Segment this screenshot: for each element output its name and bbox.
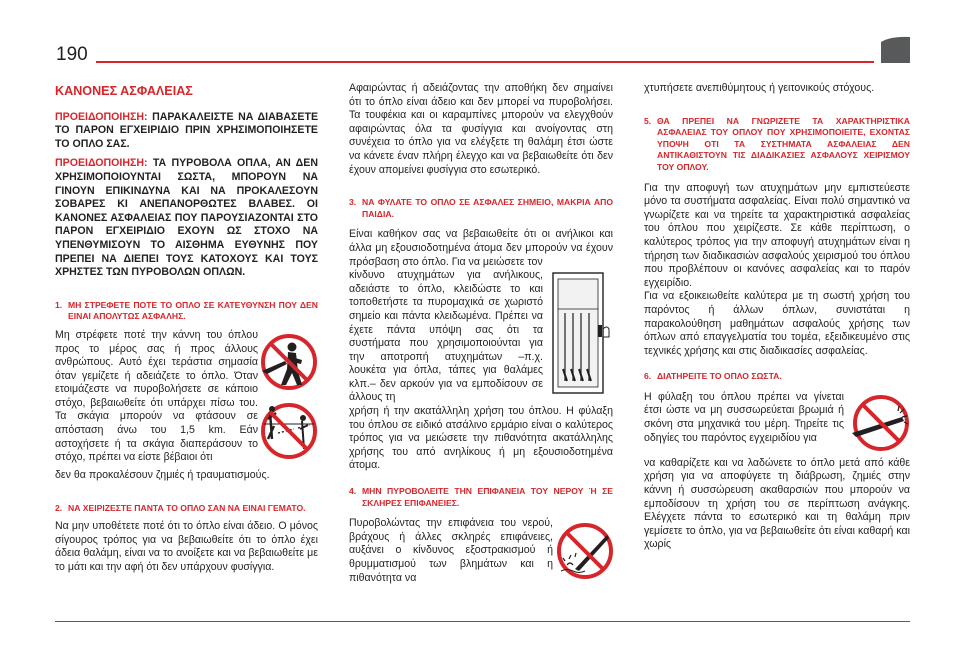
no-shooting-behind-target-icon: [263, 405, 315, 457]
column-3: [644, 82, 910, 552]
column-1: [55, 82, 318, 574]
warning-2: ΠΡΟΕΙΔΟΠΟΙΗΣΗ: ΤΑ ΠΥΡΟΒΟΛΑ ΟΠΛΑ, ΑΝ ΔΕΝ ΧΡΗΣΙΜΟΠΟΙΟΥΝΤΑΙ ΣΩΣΤΑ, ΜΠΟΡΟΥΝ ΝΑ ΓΙΝΟΥΝ ΕΠΙΚΙΝΔΥΝΑ ΚΑΙ ΝΑ ΠΡΟΚΑΛΕΣΟΥΝ ΣΟΒΑΡΕΣ ΚΙ ΑΝΕΠΑΝΟΡΘΩΤΕΣ ΒΛΑΒΕΣ. ΟΙ ΚΑΝΟΝΕΣ ΑΣΦΑΛΕΙΑΣ ΠΟΥ ΠΑΡΟΥΣΙΑΖΟΝΤΑΙ ΣΤΟ ΠΑΡΟΝ ΕΓΧΕΙΡΙΔΙΟ ΕΧΟΥΝ ΩΣ ΣΤΟΧΟ ΝΑ ΥΠΕΝΘΥΜΙΣΟΥΝ ΤΟ ΑΙΣΘΗΜΑ ΕΥΘΥΝΗΣ ΠΟΥ ΠΡΕΠΕΙ ΝΑ ΔΙΕΠΕΙ ΤΟΥΣ ΚΑΤΟΧΟΥΣ ΚΑΙ ΤΟΥΣ ΧΡΗΣΤΕΣ ΤΩΝ ΠΥΡΟΒΟΛΩΝ ΟΠΛΩΝ.: [55, 157, 318, 279]
rule-3-text: κίνδυνο ατυχημάτων για ανήλικους, αδειάστε το όπλο, κλειδώστε το και τοποθετήστε τα πυρομαχικά σε χωριστό σημείο και πάντα κλειδωμένα. Πρέπει να έχετε πάντα υπόψη σας ότι τα συστήματα που χρησιμοποιούνται για την αποτροπή ατυχημάτων –π.χ. λουκέτα για όπλα, τάπες για θαλάμες κλπ.– δεν αρκούν για να εμποδίσουν σε άλλους τη: [349, 269, 543, 404]
no-pointing-at-people-icon: [262, 336, 315, 388]
footer-rule: [55, 621, 910, 622]
rule-4-text: Πυροβολώντας την επιφάνεια του νερού, βράχους ή άλλες σκληρές επιφάνειες, αυξάνει ο κίνδυνος εξοστρακισμού ή θρυμματισμού των βλημάτων και η πιθανότητα να: [349, 517, 553, 584]
rule-5-text-1: Για την αποφυγή των ατυχημάτων μην εμπιστεύεστε μόνο τα συστήματα ασφαλείας. Είναι πολύ σημαντικό να γνωρίζετε και να τηρείτε τα χαρακτηριστικά ασφαλείας του όπλου που χειρίζεστε. Σε κάθε περίπτωση, ο καλύτερος τρόπος για την αποφυγή ατυχημάτων είναι η τήρηση των διαδικασιών ασφαλούς χειρισμού του όπλου που προβλέπουν οι κανόνες ασφαλείας και το παρόν εγχειρίδιο.: [644, 181, 910, 289]
rule-2-heading: 2. ΝΑ ΧΕΙΡΙΖΕΣΤΕ ΠΑΝΤΑ ΤΟ ΟΠΛΟ ΣΑΝ ΝΑ ΕΙΝΑΙ ΓΕΜΑΤΟ.: [55, 502, 306, 513]
rule-5-heading: 5. ΘΑ ΠΡΕΠΕΙ ΝΑ ΓΝΩΡΙΖΕΤΕ ΤΑ ΧΑΡΑΚΤΗΡΙΣΤΙΚΑ ΑΣΦΑΛΕΙΑΣ ΤΟΥ ΟΠΛΟΥ ΠΟΥ ΧΡΗΣΙΜΟΠΟΙΕΙΤΕ, ΕΧΟΝΤΑΣ ΥΠΟΨΗ ΟΤΙ ΤΑ ΣΥΣΤΗΜΑΤΑ ΑΣΦΑΛΕΙΑΣ ΔΕΝ ΑΝΤΙΚΑΘΙΣΤΟΥΝ ΤΙΣ ΔΙΑΔΙΚΑΣΙΕΣ ΑΣΦΑΛΟΥΣ ΧΕΙΡΙΣΜΟΥ ΤΟΥ ΟΠΛΟΥ.: [644, 115, 910, 172]
rule-2-text: Να μην υποθέτετε ποτέ ότι το όπλο είναι άδειο. Ο μόνος σίγουρος τρόπος για να βεβαιωθείτε ότι το όπλο έχει άδεια θαλάμη, είναι να το ανοίξετε και να βεβαιωθείτε με το μάτι και την αφή ότι δεν υπάρχουν φυσίγγια.: [55, 520, 318, 573]
rule-4-heading: 4. ΜΗΝ ΠΥΡΟΒΟΛΕΙΤΕ ΤΗΝ ΕΠΙΦΑΝΕΙΑ ΤΟΥ ΝΕΡΟΥ Ή ΣΕ ΣΚΛΗΡΕΣ ΕΠΙΦΑΝΕΙΕΣ.: [349, 486, 613, 508]
rule-6-text-end: να καθαρίζετε και να λαδώνετε το όπλο μετά από κάθε χρήση για να αποφύγετε τη διάβρωση, ζημιές στην κάννη ή συσσώρευση ακαθαρσιών που μπορούν να εμποδίσουν τη χρήση του σε περίπτωση ανάγκης. Ελέγχετε πάντα το εσωτερικό και τη θαλάμη πριν γεμίσετε το όπλο, για να βεβαιωθείτε ότι είναι καθαρή και χωρίς: [644, 456, 910, 551]
rule-1-heading: 1. ΜΗ ΣΤΡΕΦΕΤΕ ΠΟΤΕ ΤΟ ΟΠΛΟ ΣΕ ΚΑΤΕΥΘΥΝΣΗ ΠΟΥ ΔΕΝ ΕΙΝΑΙ ΑΠΟΛΥΤΩΣ ΑΣΦΑΛΗΣ.: [55, 299, 318, 322]
column-2: [349, 82, 613, 587]
header-rule: [96, 61, 874, 63]
rule-3-text-top: Είναι καθήκον σας να βεβαιωθείτε ότι οι ανήλικοι και άλλα μη εξουσιοδοτημένα άτομα δεν μπορούν να έχουν πρόσβαση στο όπλο. Για να μειώσετε τον: [349, 228, 613, 268]
page-number: 190: [56, 44, 88, 65]
col2-intro: Αφαιρώντας ή αδειάζοντας την αποθήκη δεν σημαίνει ότι το όπλο είναι άδειο και δεν μπορεί να πυροβολήσει. Τα τουφέκια και οι καραμπίνες μπορούν να ελεγχθούν αφαιρώντας όλα τα φυσίγγια και ανοίγοντας στη συνέχεια το όπλο για να ελέγξετε τη θαλάμη έτσι ώστε να κάνετε έναν πλήρη έλεγχο και να βεβαιωθείτε ότι δεν έχουν απομείνει φυσίγγια στο εσωτερικό.: [349, 82, 613, 176]
no-shooting-water-icon: [553, 517, 613, 587]
rule-3-text-end: χρήση ή την ακατάλληλη χρήση του όπλου. Η φύλαξη του όπλου σε ειδικό ατσάλινο ερμάριο είναι ο καλύτερος τρόπος για να μειώσετε την πιθανότητα ακατάλληλης χρήσης του από ανηλίκους ή μη εξουσιοδοτημένα άτομα.: [349, 405, 613, 472]
section-title: ΚΑΝΟΝΕΣ ΑΣΦΑΛΕΙΑΣ: [55, 84, 193, 98]
warning-1: ΠΡΟΕΙΔΟΠΟΙΗΣΗ: ΠΑΡΑΚΑΛΕΙΣΤΕ ΝΑ ΔΙΑΒΑΣΕΤΕ ΤΟ ΠΑΡΟΝ ΕΓΧΕΙΡΙΔΙΟ ΠΡΙΝ ΧΡΗΣΙΜΟΠΟΙΗΣΕΤΕ ΤΟ ΟΠΛΟ ΣΑΣ.: [55, 110, 319, 150]
rule-6-text: Η φύλαξη του όπλου πρέπει να γίνεται έτσι ώστε να μη συσσωρεύεται βρωμιά ή σκόνη στα μηχανικά του μέρη. Τηρείτε τις οδηγίες του παρόντος εγχειριδίου για: [644, 390, 844, 444]
rule-6-heading: 6. ΔΙΑΤΗΡΕΙΤΕ ΤΟ ΟΠΛΟ ΣΩΣΤΑ.: [644, 371, 782, 382]
rule-4-text-continued: χτυπήσετε ανεπιθύμητους ή γειτονικούς στόχους.: [644, 82, 875, 94]
rule-1-text-end: δεν θα προκαλέσουν ζημιές ή τραυματισμούς.: [55, 468, 270, 481]
rule-1-text: Μη στρέφετε ποτέ την κάννη του όπλου προς το μέρος σας ή προς άλλους ανθρώπους. Αυτό έχει τεράστια σημασία όταν γεμίζετε ή αδειάζετε το όπλο. Όταν ετοιμάζεστε να πυροβολήσετε σε κάποιο στόχο, βεβαιωθείτε ότι υπάρχει πίσω του. Τα σκάγια μπορούν να φτάσουν σε απόσταση άνω του 1,5 km. Εάν αστοχήσετε ή τα σκάγια διαπεράσουν το στόχο, πρέπει να είστε βέβαιοι ότι: [55, 328, 258, 464]
no-dirty-barrel-icon: [844, 391, 910, 457]
rule-1-illustrations: [258, 329, 318, 469]
rule-5-text-2: Για να εξοικειωθείτε καλύτερα με τη σωστή χρήση του παρόντος ή άλλων όπλων, συνιστάται η παρακολούθηση μαθημάτων ασφαλούς χρήσης των όπλων από επαγγελματία του τομέα, εξειδικευμένο στις τεχνικές χρήσης και στις διαδικασίες ασφαλείας.: [644, 290, 910, 357]
chapter-tab-icon: [881, 36, 910, 63]
rule-3-heading: 3. ΝΑ ΦΥΛΑΤΕ ΤΟ ΟΠΛΟ ΣΕ ΑΣΦΑΛΕΣ ΣΗΜΕΙΟ, ΜΑΚΡΙΑ ΑΠΟ ΠΑΙΔΙΑ.: [349, 197, 613, 219]
gun-cabinet-icon: [543, 269, 613, 399]
